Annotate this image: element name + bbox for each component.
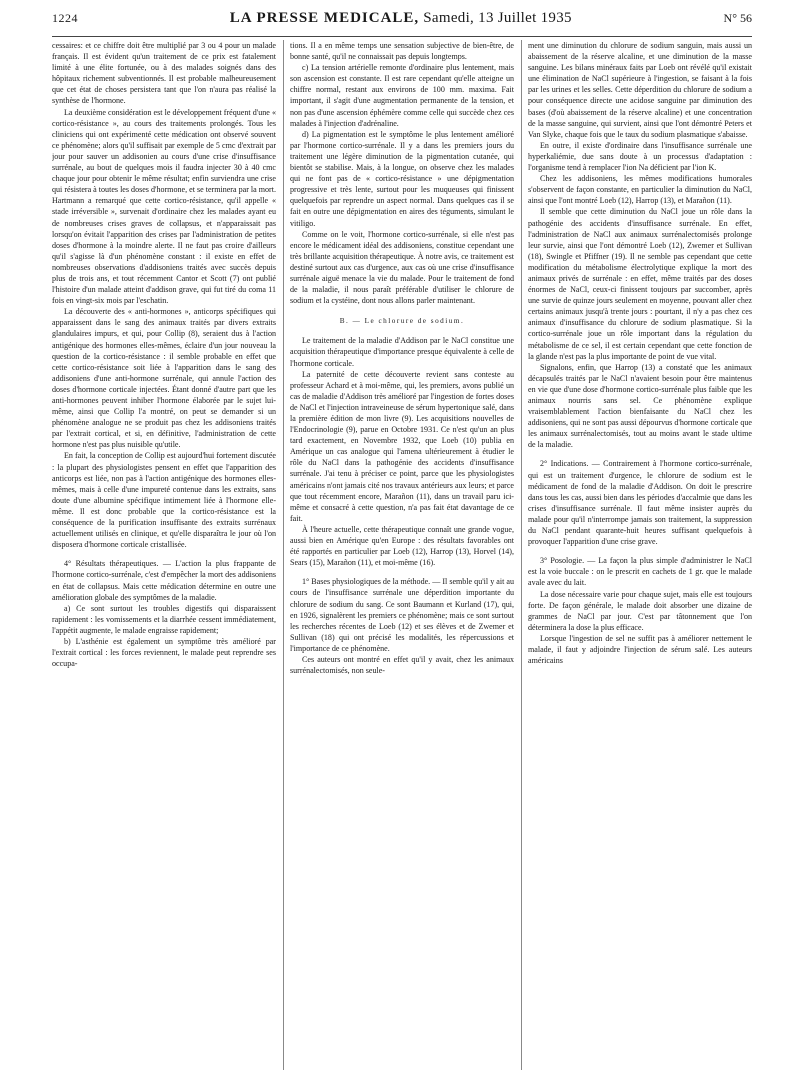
- paragraph: La découverte des « anti-hormones », anticorps spécifiques qui apparaissent dans le sang des animaux traités par divers extraits glandulaires impurs, et qui, pour Collip (8), seraient dus à l'action antigénique des hormones elles-mêmes, éclaire d'un jour nouveau la question de la cortico-résistance : il semble probable en effet que cette cortico-résistance soit liée à l'apparition dans le sang des addisoniens d'une anti-hormone surrénale, qui annule l'action des doses d'hormone corticale injectées. Étant donné d'autre part que les anti-hormones peuvent inhiber l'hormone élaborée par le sujet lui-même, ainsi que Collip l'a montré, on peut se demander si un phénomène analogue ne se produit pas chez les addisoniens traités par l'extrait cortical, et si, en définitive, l'administration de cette hormone n'est pas plus nuisible qu'utile.: [52, 307, 276, 450]
- section-paragraph: 2° Indications. — Contrairement à l'hormone cortico-surrénale, qui est un traitement d'urgence, le chlorure de sodium est le médicament de fond de la maladie d'Addison. On doit le prescrire dans tous les cas, aussi bien dans les périodes d'accalmie que dans les crises d'insuffisance surrénale. Il faut même insister auprès du malade pour qu'il n'interrompe jamais son traitement, la suppression du NaCl pendant quarante-huit heures suffisant quelquefois à provoquer l'apparition d'une crise grave.: [528, 459, 752, 547]
- paragraph: a) Ce sont surtout les troubles digestifs qui disparaissent rapidement : les vomissements et la diarrhée cessent immédiatement, l'appétit augmente, le malade engraisse rapidement;: [52, 603, 276, 635]
- paragraph: Lorsque l'ingestion de sel ne suffit pas à améliorer nettement le malade, il faut y adjoindre l'injection de sérum salé. Les auteurs américains: [528, 633, 752, 666]
- issue-number: N° 56: [723, 11, 752, 25]
- section-paragraph: 4° Résultats thérapeutiques. — L'action la plus frappante de l'hormone cortico-surrénale, c'est d'empêcher la mort des addisoniens en état de collapsus. Mais cette médication détermine en outre une amélioration globale des symptômes de la maladie.: [52, 559, 276, 602]
- paragraph: La paternité de cette découverte revient sans conteste au professeur Achard et à moi-même, qui, les premiers, avons publié un cas de maladie d'Addison très amélioré par l'ingestion de fortes doses de NaCl et l'injection intraveineuse de sérum hypertonique salé, dans la première édition de mon livre (9). Les acquisitions nouvelles de l'Endocrinologie (9), parue en Octobre 1931. Ce n'est qu'un an plus tard exactement, en Novembre 1932, que Loeb (10) publia en Amérique un cas analogue qui l'amena ultérieurement à étudier le rôle du NaCl dans la pathogénie des accidents d'insuffisance surrénale. J'ai tenu à préciser ce point, parce que les physiologistes américains n'ont jamais cité nos travaux antérieurs aux leurs; et parce que tout récemment encore, Marañon (11), dans un travail paru ici-même et consacré à cette question, n'a pas fait état davantage de ce fait.: [290, 369, 514, 523]
- paragraph: c) La tension artérielle remonte d'ordinaire plus lentement, mais son ascension est constante. Il est rare cependant qu'elle atteigne un chiffre normal, restant aux environs de 100 mm. maxima. Fait important, il s'agit d'une augmentation permanente de la tension, et non pas d'une ascension éphémère comme celle qui succède chez ces malades à l'injection d'adrénaline.: [290, 63, 514, 128]
- paragraph: En fait, la conception de Collip est aujourd'hui fortement discutée : la plupart des physiologistes pensent en effet que l'apparition des anticorps est liée, non pas à l'action antigénique des hormones elles-mêmes, mais à celle d'une impureté contenue dans les extraits, sans doute d'une albumine spécifique intimement liée à l'hormone elle-même. Il est donc probable que la cortico-résistance est la conséquence de la purification insuffisante des extraits surrénaux actuellement utilisés en clinique, et qu'elle disparaîtra le jour où l'on disposera d'hormone corticale cristallisée.: [52, 451, 276, 550]
- paragraph: Le traitement de la maladie d'Addison par le NaCl constitue une acquisition thérapeutique d'importance presque équivalente à celle de l'hormone corticale.: [290, 336, 514, 368]
- paragraph: tions. Il a en même temps une sensation subjective de bien-être, de bonne santé, qu'il ne connaissait pas depuis longtemps.: [290, 41, 514, 62]
- page-number: 1224: [52, 11, 78, 25]
- paragraph: La dose nécessaire varie pour chaque sujet, mais elle est toujours forte. De façon générale, le malade doit absorber une dizaine de grammes de NaCl par jour. C'est par tâtonnement que l'on déterminera la dose la plus efficace.: [528, 589, 752, 632]
- journal-name: LA PRESSE MEDICALE,: [229, 10, 420, 26]
- paragraph: En outre, il existe d'ordinaire dans l'insuffisance surrénale une hyperkaliémie, due sans doute à un processus d'adaptation : l'organisme tend à remplacer l'ion Na déficient par l'ion K.: [528, 140, 752, 173]
- header-title: [230, 10, 572, 27]
- section-paragraph: 3° Posologie. — La façon la plus simple d'administrer le NaCl est la voie buccale : on le prescrit en cachets de 1 gr. que le malade avale avec du lait.: [528, 556, 752, 588]
- paragraph: d) La pigmentation est le symptôme le plus lentement amélioré par l'hormone cortico-surrénale. Il y a dans les premiers jours du traitement une légère diminution de la pigmentation cutanée, qui bientôt se stabilise. Mais, à la longue, on observe chez les malades qui ne font pas de « cortico-résistance » une dépigmentation progressive et très lente, surtout pour les muqueuses qui finissent quelquefois par reprendre un aspect normal. Dans quelques cas il se fait en outre une dépigmentation en aires des téguments, simulant le vitiligo.: [290, 129, 514, 228]
- paragraph: b) L'asthénie est également un symptôme très amélioré par l'extrait cortical : les forces reviennent, le malade peut reprendre ses occupa-: [52, 636, 276, 669]
- running-header: [52, 10, 752, 37]
- issue-date: Samedi, 13 Juillet 1935: [423, 10, 572, 26]
- paragraph: cessaires: et ce chiffre doit être multiplié par 3 ou 4 pour un malade français. Il est évident qu'un traitement de ce prix est fatalement limité à une élite fortunée, ou à des malades soignés dans des hôpitaux richement subventionnés. Il est probable malheureusement que cet état de choses persistera tant que l'on n'aura pas réalisé la synthèse de l'hormone.: [52, 41, 276, 106]
- paragraph: La deuxième considération est le développement fréquent d'une « cortico-résistance », au cours des traitements prolongés. Tous les cliniciens qui ont expérimenté cette médication ont observé souvent ce phénomène; alors qu'il suffisait par exemple de 5 cmc d'extrait par jour pour sauver un addisonien au cours d'une crise d'insuffisance surrénale, au bout de quelques mois il faudra injecter 30 à 40 cmc chaque jour pour obtenir le même résultat; enfin surviendra une crise qui résistera à toutes les doses d'hormone, et se terminera par la mort. Hartmann a remarqué que cette cortico-résistance, qu'il appelle « stade irréversible », survenait d'ordinaire chez les malades ayant eu de nombreuses crises graves de collapsus, et n'apparaissait pas lorsqu'on évitait l'apparition des crises par l'administration de petites doses d'hormone à la moindre alerte. Il ne faut pas croire d'ailleurs qu'il s'agisse là d'un phénomène constant : il existe en effet de nombreuses observations d'addisoniens traités avec succès depuis plus de trois ans, et tout récemment Cantor et Scott (7) ont publié l'histoire d'un malade atteint d'addison grave, qui fut tiré du coma 11 fois en vingt-six mois par l'eschatin.: [52, 107, 276, 306]
- column-middle: [290, 40, 514, 1072]
- paragraph: Comme on le voit, l'hormone cortico-surrénale, si elle n'est pas encore le médicament idéal des addisoniens, constitue cependant une très brillante acquisition thérapeutique. À notre avis, ce traitement est destiné surtout aux cas d'urgence, aux cas où une crise d'insuffisance surrénale aiguë menace la vie du malade. Pour le traitement de fond de la maladie, il nous paraît préférable d'utiliser le chlorure de sodium et la cystéine, dont nous allons parler maintenant.: [290, 229, 514, 306]
- paragraph: Signalons, enfin, que Harrop (13) a constaté que les animaux décapsulés traités par le NaCl n'avaient besoin pour être maintenus en vie que d'une dose d'hormone cortico-surrénale plus faible que les animaux nourris sans sel. Ce phénomène explique vraisemblablement l'action bienfaisante du NaCl chez les addisoniens, qui ne sont pas aussi dépourvus d'hormone corticale que les animaux surrénalectomisés, tout au moins avant le stade ultime de la maladie.: [528, 362, 752, 450]
- section-heading: B. — Le chlorure de sodium.: [339, 317, 465, 326]
- paragraph: Il semble que cette diminution du NaCl joue un rôle dans la pathogénie des accidents d'insuffisance surrénale. En effet, l'administration de NaCl aux animaux surrénalectomisés prolonge leur survie, ainsi que l'ont démontré Loeb (12), Zwemer et Sullivan (18), Swingle et Pfiffner (19). Il ne semble pas cependant que cette modification du métabolisme électrolytique explique la mort des animaux privés de surrénale : en effet, même traités par des doses énormes de NaCl, ceux-ci finissent toujours par succomber, après une survie de quinze jours seulement en moyenne, pouvant aller chez certains animaux jusqu'à trente jours : pourtant, il n'y a pas chez ces animaux d'insuffisance du chlorure de sodium plasmatique. Si la cortico-surrénale joue un rôle important dans la régulation du métabolisme de ce sel, il est certain cependant que cette fonction de la glande n'est pas la plus importante de point de vue vital.: [528, 207, 752, 361]
- column-divider: [521, 40, 522, 1070]
- paragraph: Chez les addisoniens, les mêmes modifications humorales s'observent de façon constante, en particulier la diminution du NaCl, ainsi que l'ont montré Loeb (12), Harrop (13), et Marañon (11).: [528, 174, 752, 206]
- section-paragraph: 1° Bases physiologiques de la méthode. — Il semble qu'il y ait au cours de l'insuffisance surrénale une déperdition importante du chlorure de sodium du sang. Ce sont Baumann et Kurland (17), qui, en 1926, signalèrent les premiers ce phénomène; mais ce sont surtout les recherches récentes de Loeb (12) et ses élèves et de Zwemer et Sullivan (18) qui ont précisé les modalités, les répercussions et l'importance de ce phénomène.: [290, 577, 514, 653]
- paragraph: À l'heure actuelle, cette thérapeutique connaît une grande vogue, aussi bien en Amérique qu'en Europe : des résultats favorables ont été rapportés en particulier par Loeb (12), Harrop (13), Horvel (14), Sears (15), Marañon (11), et moi-même (16).: [290, 524, 514, 568]
- column-right: [528, 40, 752, 1072]
- paragraph: ment une diminution du chlorure de sodium sanguin, mais aussi un abaissement de la réserve alcaline, et une diminution de la masse sanguine. Les bilans minéraux faits par Loeb ont révélé qu'il existait une élimination de NaCl supérieure à l'ingestion, se faisant à la fois par les urines et les selles. Cette déperdition du chlorure de sodium a pour conséquence directe une acidose sanguine par diminution des bases (d'où abaissement de la réserve alcaline) et une concentration de la masse sanguine, qui survient, ainsi que l'ont démontré Peters et Van Slyke, chaque fois que le taux du sodium plasmatique s'abaisse.: [528, 41, 752, 139]
- column-divider: [283, 40, 284, 1070]
- paragraph: Ces auteurs ont montré en effet qu'il y avait, chez les animaux surrénalectomisés, non seule-: [290, 654, 514, 676]
- column-left: [52, 40, 276, 1072]
